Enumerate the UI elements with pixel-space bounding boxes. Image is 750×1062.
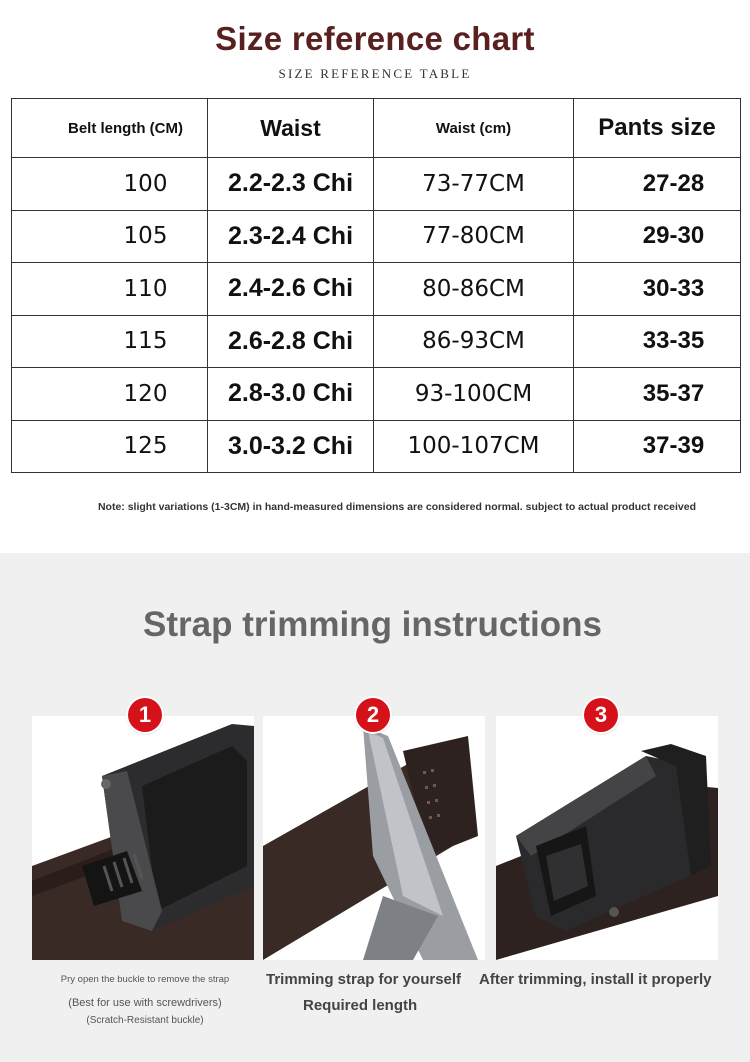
belt-length-cell: 125 (12, 420, 208, 473)
table-header-row (12, 99, 741, 158)
belt-buckle-open-illustration (32, 716, 254, 960)
belt-length-cell: 105 (12, 210, 208, 263)
step-2-caption: Trimming strap for yourself (266, 971, 462, 988)
waist-cm-cell: 100-107CM (374, 420, 574, 473)
table-row (12, 315, 741, 368)
step-1-caption: Pry open the buckle to remove the strap (60, 974, 230, 985)
instructions-title: Strap trimming instructions (143, 605, 602, 644)
waist-cm-cell: 93-100CM (374, 368, 574, 421)
step-2-caption-length: Required length (303, 997, 418, 1014)
page-title: Size reference chart (215, 20, 535, 57)
table-row (12, 210, 741, 263)
pants-size-cell: 37-39 (574, 420, 741, 473)
belt-length-cell: 120 (12, 368, 208, 421)
buckle-installed-illustration (496, 716, 718, 960)
table-row (12, 263, 741, 316)
step-2-badge: 2 (356, 698, 390, 732)
waist-cell: 2.8-3.0 Chi (208, 368, 374, 421)
size-table (11, 98, 741, 473)
step-1-caption-hint: (Best for use with screwdrivers) (68, 997, 222, 1009)
table-row (12, 420, 741, 473)
measurement-note: Note: slight variations (1-3CM) in hand-measured dimensions are considered normal. subject to actual product received (97, 501, 697, 513)
belt-length-cell: 100 (12, 158, 208, 211)
step-1-caption-note: (Scratch-Resistant buckle) (86, 1015, 204, 1026)
waist-cell: 2.2-2.3 Chi (208, 158, 374, 211)
waist-cm-cell: 86-93CM (374, 315, 574, 368)
step-1-badge: 1 (128, 698, 162, 732)
waist-cm-cell: 77-80CM (374, 210, 574, 263)
step-3-badge: 3 (584, 698, 618, 732)
waist-cm-cell: 80-86CM (374, 263, 574, 316)
table-row (12, 368, 741, 421)
waist-cell: 3.0-3.2 Chi (208, 420, 374, 473)
pants-size-cell: 35-37 (574, 368, 741, 421)
table-row (12, 158, 741, 211)
strap-cutting-illustration (263, 716, 485, 960)
step-1-image (32, 716, 254, 960)
pants-size-cell: 29-30 (574, 210, 741, 263)
pants-size-cell: 30-33 (574, 263, 741, 316)
waist-cell: 2.6-2.8 Chi (208, 315, 374, 368)
column-header-waist: Waist (208, 99, 374, 158)
column-header-belt-length: Belt length (CM) (12, 99, 208, 158)
step-2-image (263, 716, 485, 960)
column-header-waist-cm: Waist (cm) (374, 99, 574, 158)
step-3-image (496, 716, 718, 960)
page-subtitle: SIZE REFERENCE TABLE (278, 66, 472, 81)
belt-length-cell: 115 (12, 315, 208, 368)
pants-size-cell: 33-35 (574, 315, 741, 368)
column-header-pants-size: Pants size (574, 99, 741, 158)
waist-cell: 2.3-2.4 Chi (208, 210, 374, 263)
waist-cell: 2.4-2.6 Chi (208, 263, 374, 316)
pants-size-cell: 27-28 (574, 158, 741, 211)
waist-cm-cell: 73-77CM (374, 158, 574, 211)
belt-length-cell: 110 (12, 263, 208, 316)
step-3-caption: After trimming, install it properly (479, 971, 712, 988)
